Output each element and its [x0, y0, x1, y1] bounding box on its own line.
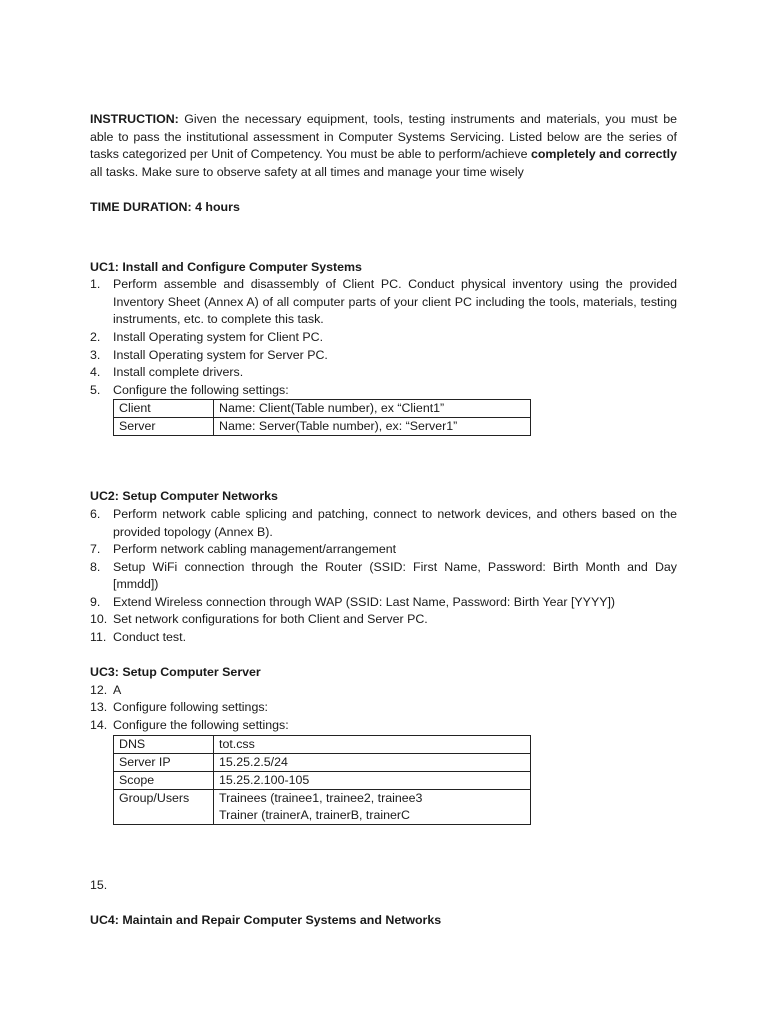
table-cell-key: Scope: [114, 771, 214, 789]
uc1-task-list: [90, 276, 677, 399]
table-cell-key: Client: [114, 400, 214, 418]
table-cell-value: tot.css: [214, 735, 531, 753]
table-cell-value: Name: Client(Table number), ex “Client1”: [214, 400, 531, 418]
document-body: [90, 111, 677, 929]
instruction-label: INSTRUCTION:: [90, 112, 179, 126]
list-item: 12. A: [90, 682, 122, 697]
table-row: [114, 753, 531, 771]
list-item: 11. Conduct test.: [90, 630, 187, 645]
list-item: 9. Extend Wireless connection through WAP (SSID: Last Name, Password: Birth Year [YYYY]): [90, 594, 616, 609]
list-item: 13. Configure following settings:: [90, 700, 268, 715]
time-duration: TIME DURATION: 4 hours: [90, 199, 240, 214]
list-item: 4. Install complete drivers.: [90, 365, 244, 380]
uc1-title: UC1: Install and Configure Computer Systems: [90, 259, 362, 274]
list-item: 14. Configure the following settings:: [90, 718, 289, 733]
table-row: [114, 418, 531, 436]
table-cell-key: Group/Users: [114, 789, 214, 824]
table-cell-value: Name: Server(Table number), ex: “Server1”: [214, 418, 531, 436]
uc3-title: UC3: Setup Computer Server: [90, 665, 261, 680]
table-row: [114, 789, 531, 824]
list-item: 7. Perform network cabling management/arrangement: [90, 542, 397, 557]
list-item: 6. Perform network cable splicing and patching, connect to network devices, and others based on the provided topology (Annex B).: [90, 506, 677, 539]
list-item: 8. Setup WiFi connection through the Router (SSID: First Name, Password: Birth Month and Day [mmdd]): [90, 559, 677, 592]
table-row: [114, 735, 531, 753]
instruction-text-2: all tasks. Make sure to observe safety at all times and manage your time wisely: [90, 164, 524, 179]
table-row: [114, 771, 531, 789]
table-row: [114, 400, 531, 418]
uc4-title: UC4: Maintain and Repair Computer Systems and Networks: [90, 912, 442, 927]
list-item: 10. Set network configurations for both Client and Server PC.: [90, 612, 428, 627]
instruction-emphasis: completely and correctly: [530, 147, 677, 162]
uc2-title: UC2: Setup Computer Networks: [90, 489, 278, 504]
table-cell-key: Server: [114, 418, 214, 436]
table-cell-key: DNS: [114, 735, 214, 753]
list-item: 1. Perform assemble and disassembly of Client PC. Conduct physical inventory using the provided Inventory Sheet (Annex A) of all computer parts of your client PC including the tools, materials, testing instruments, etc. to complete this task.: [90, 277, 677, 327]
table-cell-value: 15.25.2.100-105: [214, 771, 531, 789]
table-cell-value: 15.25.2.5/24: [214, 753, 531, 771]
instruction-text-1: Given the necessary equipment, tools, testing instruments and materials, you must be able to pass the institutional assessment in Computer Systems Servicing. Listed below are the series of tasks categorized per Unit of Competency. You must be able to perform/achieve: [90, 112, 677, 162]
uc3-task-list: [90, 682, 677, 735]
list-item: 5. Configure the following settings:: [90, 382, 289, 397]
list-item: 2. Install Operating system for Client PC.: [90, 329, 324, 344]
list-item: 3. Install Operating system for Server PC.: [90, 347, 328, 362]
uc3-settings-table: [113, 735, 531, 825]
list-item-15: 15.: [90, 877, 108, 892]
instruction-paragraph: [90, 111, 677, 181]
table-cell-value: Trainees (trainee1, trainee2, trainee3 Trainer (trainerA, trainerB, trainerC: [214, 789, 531, 824]
uc2-task-list: [90, 506, 677, 647]
uc1-settings-table: [113, 399, 531, 436]
table-cell-key: Server IP: [114, 753, 214, 771]
